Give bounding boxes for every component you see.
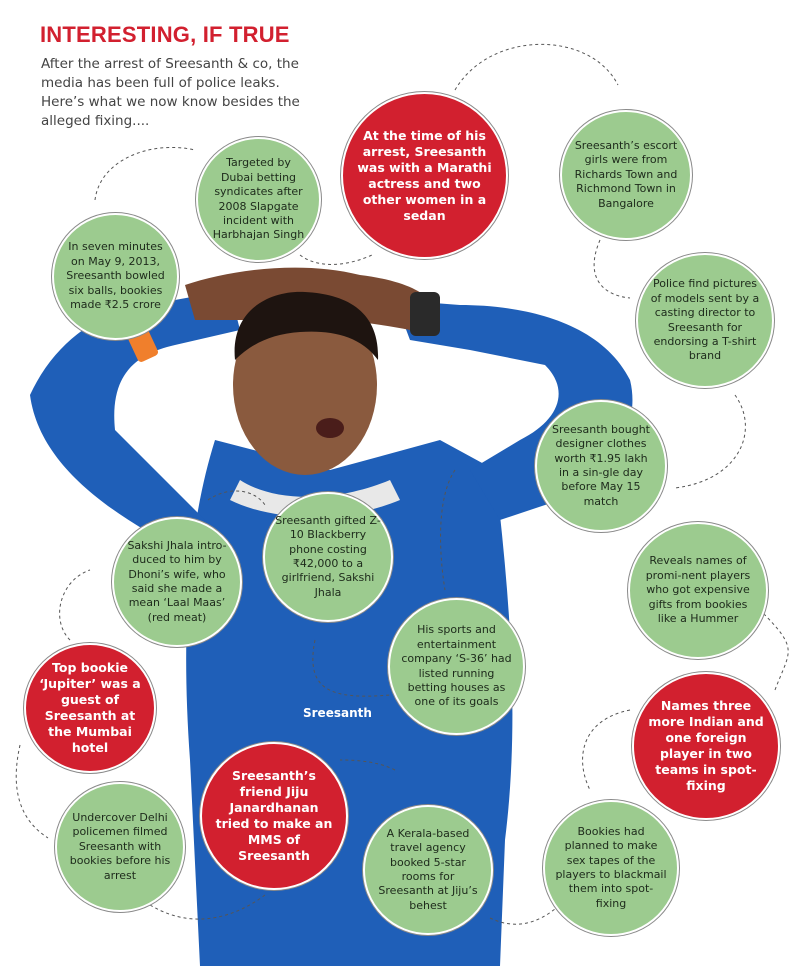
arrow-10 — [340, 760, 395, 770]
fact-bubble — [112, 517, 242, 647]
fact-text: Reveals names of promi-nent players who got expensive gifts from bookies like a Hummer — [645, 554, 751, 626]
fact-text: A Kerala-based travel agency booked 5-star rooms for Sreesanth at Jiju’s behest — [378, 826, 478, 912]
fact-text: Sakshi Jhala intro-duced to him by Dhoni’s wife, who said she made a mean ‘Laal Maas’ (red meat) — [127, 538, 227, 624]
fact-text: His sports and entertainment company ‘S-36’ had listed running betting houses as one of its goals — [401, 623, 512, 709]
fact-text: Sreesanth gifted Z-10 Blackberry phone costing ₹42,000 to a girlfriend, Sakshi Jhala — [275, 513, 381, 599]
fact-bubble — [196, 137, 321, 262]
fact-text: Sreesanth’s escort girls were from Richards Town and Richmond Town in Bangalore — [574, 138, 678, 210]
photo-caption: Sreesanth — [303, 706, 372, 720]
fact-bubble — [52, 213, 179, 340]
fact-bubble — [388, 598, 525, 735]
fact-text: Undercover Delhi policemen filmed Sreesanth with bookies before his arrest — [69, 810, 171, 882]
fact-text: Targeted by Dubai betting syndicates after 2008 Slapgate incident with Harbhajan Singh — [212, 156, 305, 242]
fact-bubble — [560, 110, 692, 240]
arrow-1 — [95, 147, 195, 200]
fact-bubble — [535, 400, 667, 532]
arrow-7 — [760, 610, 788, 690]
fact-bubble — [263, 492, 393, 622]
arrow-5 — [675, 395, 745, 488]
fact-text: Sreesanth’s friend Jiju Janardhanan tried to make an MMS of Sreesanth — [215, 768, 333, 863]
arrow-15 — [313, 640, 390, 696]
fact-text: At the time of his arrest, Sreesanth was with a Marathi actress and two other women in a sedan — [357, 127, 492, 223]
arrow-12 — [16, 745, 48, 838]
headline: INTERESTING, IF TRUE — [40, 22, 290, 47]
fact-text: Sreesanth bought designer clothes worth ₹1.95 lakh in a sin-gle day before May 15 match — [552, 422, 650, 508]
arrow-6 — [441, 470, 455, 590]
fact-bubble-highlight — [200, 742, 348, 890]
fact-bubble — [363, 805, 493, 935]
arrow-11 — [150, 895, 265, 919]
fact-text: Bookies had planned to make sex tapes of the players to blackmail them into spot-fixing — [555, 824, 667, 910]
arrow-13 — [60, 570, 90, 640]
arrow-3 — [455, 44, 618, 90]
arrow-8 — [583, 710, 630, 790]
fact-bubble — [636, 253, 774, 388]
fact-text: In seven minutes on May 9, 2013, Sreesanth bowled six balls, bookies made ₹2.5 crore — [66, 240, 165, 312]
arrow-2 — [300, 255, 372, 264]
arrow-14 — [208, 491, 265, 505]
fact-text: Names three more Indian and one foreign player in two teams in spot-fixing — [648, 698, 764, 793]
fact-bubble-highlight — [341, 92, 508, 259]
intro-text: After the arrest of Sreesanth & co, the media has been full of police leaks. Here’s what we now know besides the alleged fixing.... — [41, 56, 300, 129]
fact-text: Police find pictures of models sent by a casting director to Sreesanth for endorsing a T-shirt brand — [650, 277, 760, 363]
fact-bubble — [628, 522, 768, 659]
arrow-4 — [594, 240, 630, 298]
fact-bubble — [55, 782, 185, 912]
fact-bubble-highlight — [632, 672, 780, 820]
fact-bubble-highlight — [24, 643, 156, 773]
fact-text: Top bookie ‘Jupiter’ was a guest of Sreesanth at the Mumbai hotel — [39, 660, 141, 755]
fact-bubble — [543, 800, 679, 936]
